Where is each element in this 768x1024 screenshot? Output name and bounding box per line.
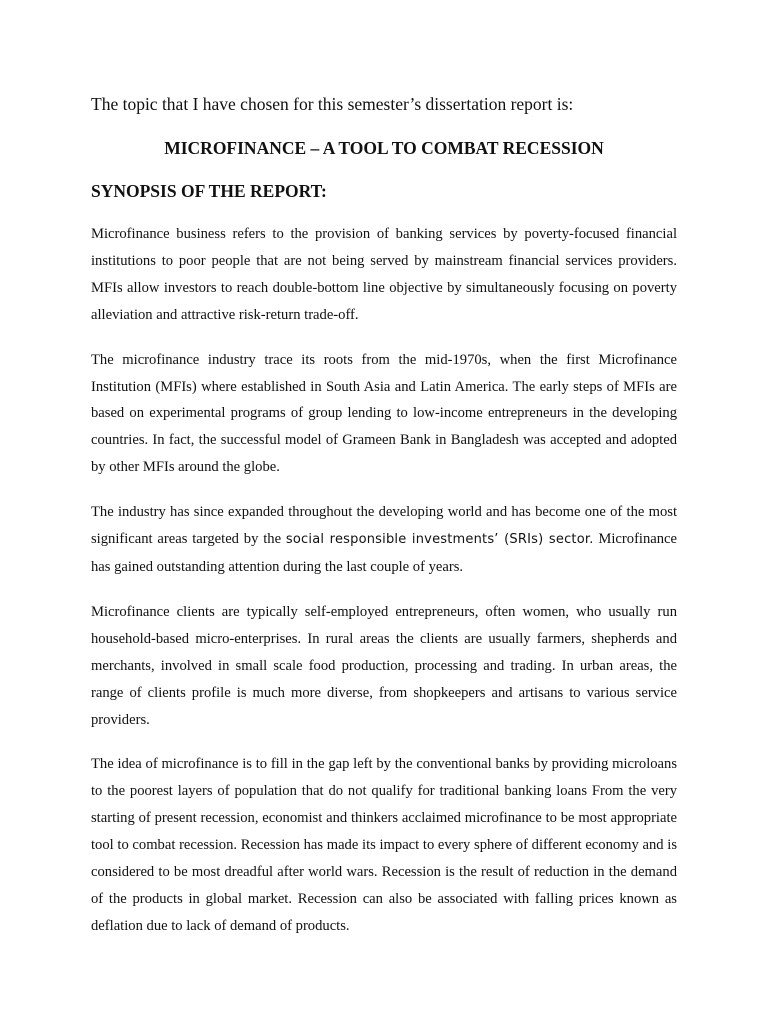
synopsis-heading: SYNOPSIS OF THE REPORT: [91, 181, 327, 201]
paragraph-3-start: The industry has since expanded throughout the developing world and has become one of the most significant areas targeted by the [91, 504, 677, 548]
paragraph-3-sri-phrase: social responsible investments’ (SRIs) sector. [285, 532, 594, 548]
report-title: MICROFINANCE – A TOOL TO COMBAT RECESSION [164, 138, 604, 158]
paragraph-3-end: Microfinance has gained outstanding attention during the last couple of years. [91, 531, 678, 575]
paragraph-3 [91, 499, 677, 581]
paragraph-1: Microfinance business refers to the provision of banking services by poverty-focused financial institutions to poor people that are not being served by mainstream financial services providers. MFIs allow investors to reach double-bottom line objective by simultaneously focusing on poverty alleviation and attractive risk-return trade-off. [91, 226, 677, 323]
paragraph-4: Microfinance clients are typically self-employed entrepreneurs, often women, who usually run household-based micro-enterprises. In rural areas the clients are usually farmers, shepherds and merchants, involved in small scale food production, processing and trading. In urban areas, the range of clients profile is much more diverse, from shopkeepers and artisans to various service providers. [91, 603, 677, 728]
paragraph-2: The microfinance industry trace its roots from the mid-1970s, when the first Microfinance Institution (MFIs) where established in South Asia and Latin America. The early steps of MFIs are based on experimental programs of group lending to low-income entrepreneurs in the developing countries. In fact, the successful model of Grameen Bank in Bangladesh was accepted and adopted by other MFIs around the globe. [91, 351, 677, 476]
report-body [91, 221, 677, 958]
intro-line: The topic that I have chosen for this semester’s dissertation report is: [91, 94, 574, 114]
paragraph-5: The idea of microfinance is to fill in the gap left by the conventional banks by providing microloans to the poorest layers of population that do not qualify for traditional banking loans From the very starting of present recession, economist and thinkers acclaimed microfinance to be most appropriate tool to combat recession. Recession has made its impact to every sphere of different economy and is considered to be most dreadful after world wars. Recession is the result of reduction in the demand of the products in global market. Recession can also be associated with falling prices known as deflation due to lack of demand of products. [91, 756, 677, 934]
